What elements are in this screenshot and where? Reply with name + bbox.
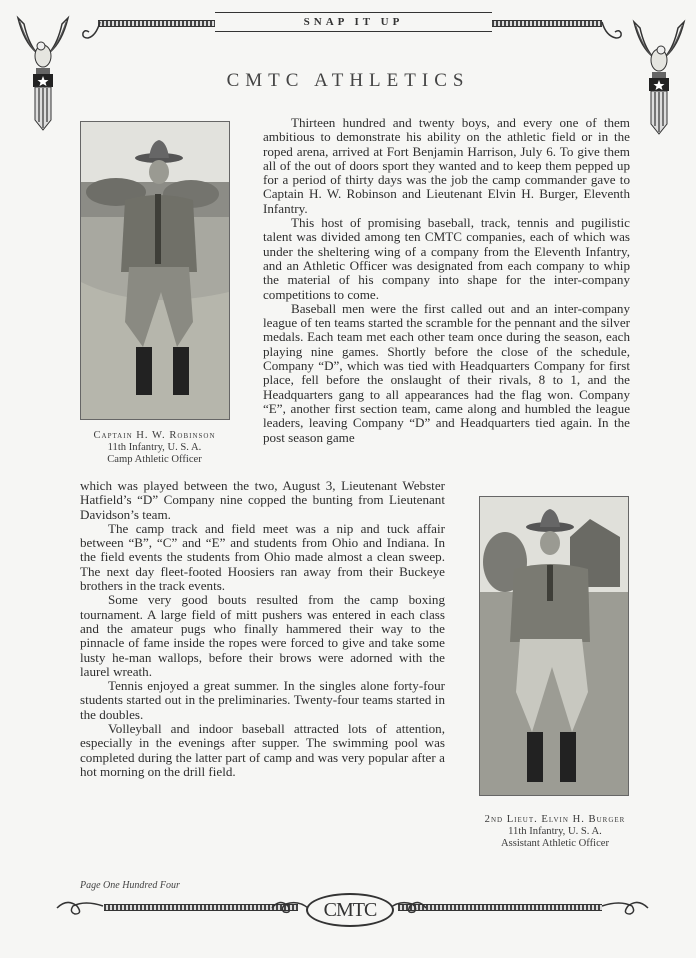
caption-role: Camp Athletic Officer [107, 454, 202, 465]
paragraph: Thirteen hundred and twenty boys, and every one of them ambitious to demonstrate his ability on the athletic field or in the roped arena, arrived at Fort Benjamin Harrison, July 6. To give them all of the out of doors sport they wanted and to keep them pepped up for a period of thirty days was the job the camp commander gave to Captain H. W. Robinson and Lieutenant Elvin H. Burger, Eleventh Infantry. [263, 115, 630, 216]
soldier-portrait-image [480, 497, 628, 795]
logo-flourish-left-icon [270, 894, 310, 920]
running-header-banner: SNAP IT UP [215, 12, 492, 32]
caption-name: Captain H. W. Robinson [93, 430, 216, 441]
caption-unit: 11th Infantry, U. S. A. [107, 442, 202, 453]
caption-role: Assistant Athletic Officer [500, 838, 610, 849]
paragraph: This host of promising baseball, track, tennis and pugilistic talent was divided among ten CMTC companies, each of which was under the sheltering wing of a company from the Eleventh Infantry, and an Athletic Officer was designated from each company to whip the material of his company into shape for the inter-company competitions to come. [263, 215, 630, 302]
footer-flourish-left-icon [55, 896, 105, 920]
caption-unit: 11th Infantry, U. S. A. [508, 826, 602, 837]
page-number: Page One Hundred Four [80, 880, 180, 891]
soldier-portrait-image [81, 122, 229, 419]
photo-captain-robinson [80, 121, 230, 420]
footer-flourish-right-icon [600, 896, 650, 920]
paragraph: Baseball men were the first called out and an inter-company league of ten teams started the scramble for the pennant and the silver medals. Each team met each other team once during the season, each playing nine games. Shortly before the close of the schedule, Company “D”, which was tied with Headquarters Company for first place, fell before the onslaught of their rivals, 8 to 1, and the Headquarters gang to all appearances had the flag won. Company “E”, another first section team, came along and humbled the league leaders, leaving Company “D” and Headquarters tied again. In the post season game [263, 300, 630, 445]
logo-flourish-right-icon [388, 894, 428, 920]
footer-chain-left [104, 904, 298, 911]
photo-caption-robinson [72, 430, 237, 466]
page-title: CMTC ATHLETICS [226, 70, 470, 91]
photo-lieutenant-burger [479, 496, 629, 796]
header-chain-left [98, 20, 215, 27]
scroll-flourish-right-icon [600, 20, 628, 46]
scroll-flourish-left-icon [78, 20, 102, 46]
article-text-bottom [80, 479, 445, 779]
caption-name: 2nd Lieut. Elvin H. Burger [484, 814, 626, 825]
cmtc-logo: CMTC [306, 893, 394, 927]
header-chain-right [492, 20, 602, 27]
photo-caption-burger [470, 814, 640, 850]
article-text-top [263, 116, 630, 445]
paragraph: Tennis enjoyed a great summer. In the singles alone forty-four students started out in the preliminaries. Twenty-four teams started in the doubles. [80, 678, 445, 722]
paragraph: Volleyball and indoor baseball attracted lots of attention, especially in the evenings after supper. The swimming pool was completed during the latter part of camp and was very popular after a hot morning on the drill field. [80, 721, 445, 779]
paragraph: which was played between the two, August 3, Lieutenant Webster Hatfield’s “D” Company nine copped the bunting from Lieutenant Davidson’s team. [80, 478, 445, 522]
paragraph: Some very good bouts resulted from the camp boxing tournament. A large field of mitt pushers was entered in each class and the amateur pugs who finally hammered their way to the pinnacle of fame inside the ropes were forced to give and take some lusty he-man wallops, before their brows were adorned with the laurel wreath. [80, 592, 445, 679]
footer-chain-right [398, 904, 602, 911]
paragraph: The camp track and field meet was a nip and tuck affair between “B”, “C” and “E” and students from Ohio and Indiana. In the field events the students from Ohio made almost a clean sweep. The next day fleet-footed Hoosiers ran away from their Buckeye brothers in the track events. [80, 520, 445, 594]
